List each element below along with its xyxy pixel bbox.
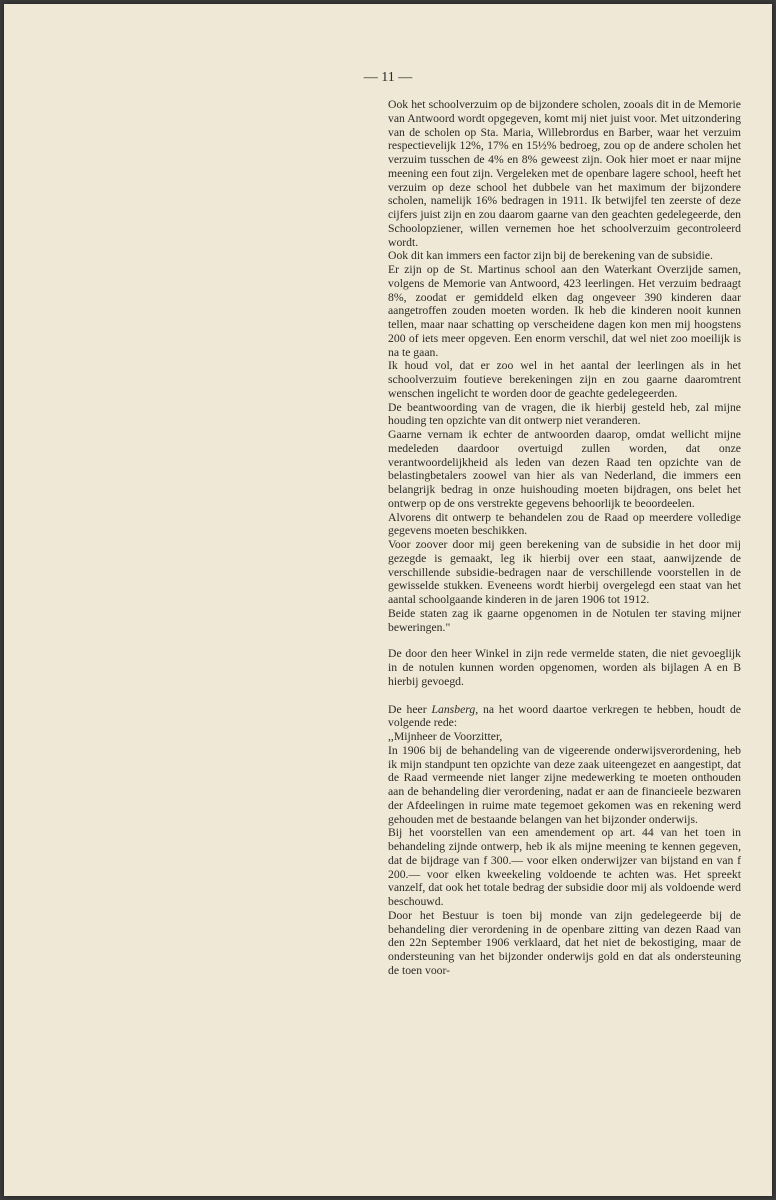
document-page bbox=[4, 4, 772, 1196]
paragraph: Gaarne vernam ik echter de antwoorden daarop, omdat wellicht mijne medeleden daardoor overtuigd zullen worden, dat onze verantwoordelijkheid als leden van dezen Raad ten opzichte van de belastingbetalers zoowel van hier als van Nederland, die immers een belangrijk bedrag in onze huishouding moeten bijdragen, ons belet het ontwerp op de ons verstrekte gegevens behoorlijk te beoordeelen. bbox=[388, 428, 741, 510]
paragraph: In 1906 bij de behandeling van de vigeerende onderwijsverordening, heb ik mijn standpunt ten opzichte van deze zaak uiteengezet en aangestipt, dat de Raad vermeende niet langer zijne medewerking te moeten onthouden aan de behandeling dier verordening, nadat er aan de financieele bezwaren der Afdeelingen in ruime mate tegemoet gekomen was en rekening werd gehouden met de bestaande belangen van het bijzonder onderwijs. bbox=[388, 743, 741, 826]
paragraph: Bij het voorstellen van een amendement op art. 44 van het toen in behandeling zijnde ontwerp, heb ik als mijne meening te kennen gegeven, dat de bijdrage van f 300.— voor elken onderwijzer van bijstand en van f 200.— voor elken kweekeling voldoende te achten was. Het spreekt vanzelf, dat ook het totale bedrag der subsidie door mij als voldoende werd beschouwd. bbox=[388, 826, 741, 908]
paragraph: De door den heer Winkel in zijn rede vermelde staten, die niet gevoeglijk in de notulen kunnen worden opgenomen, worden als bijlagen A en B hierbij gevoegd. bbox=[388, 647, 741, 688]
paragraph: Beide staten zag ik gaarne opgenomen in de Notulen ter staving mijner beweringen." bbox=[388, 606, 741, 634]
speaker-intro-text: , na het woord daartoe verkregen te hebben, houdt de volgende rede: bbox=[388, 702, 741, 730]
paragraph: De beantwoording van de vragen, die ik hierbij gesteld heb, zal mijne houding ten opzichte van dit ontwerp niet veranderen. bbox=[388, 400, 741, 428]
paragraph: Ook dit kan immers een factor zijn bij de berekening van de subsidie. bbox=[388, 249, 713, 263]
page-number: — 11 — bbox=[363, 70, 413, 85]
paragraph: Door het Bestuur is toen bij monde van zijn gedelegeerde bij de behandeling dier verordening in de openbare zitting van dezen Raad van den 22n September 1906 verklaard, dat het niet de bekostiging, maar de ondersteuning van het bijzonder onderwijs gold en dat als ondersteuning de toen voor- bbox=[388, 908, 741, 977]
speaker-name: Lansberg bbox=[431, 702, 476, 716]
paragraph-speaker-intro bbox=[388, 703, 741, 731]
paragraph: ,,Mijnheer de Voorzitter, bbox=[388, 730, 503, 743]
paragraph: Ook het schoolverzuim op de bijzondere scholen, zooals dit in de Memorie van Antwoord wordt opgegeven, komt mij niet juist voor. Met uitzondering van de scholen op Sta. Maria, Willebrordus en Barber, waar het verzuim respectievelijk 12%, 17% en 15½% bedroeg, zou op de andere scholen het verzuim tusschen de 4% en 8% geweest zijn. Ook hier moet er naar mijne meening een fout zijn. Vergeleken met de openbare lagere school, heeft het verzuim op deze school het dubbele van het maximum der bijzondere scholen, namelijk 16% bedragen in 1911. Ik betwijfel ten zeerste of deze cijfers juist zijn en zou daarom gaarne van den geachten gedelegeerde, den Schoolopziener, willen vernemen hoe het schoolverzuim gecontroleerd wordt. bbox=[388, 98, 741, 249]
paragraph: Voor zoover door mij geen berekening van de subsidie in het door mij gezegde is gemaakt, leg ik hierbij over een staat, aanwijzende de verschillende subsidie-bedragen naar de verschillende voorstellen in de gewisselde stukken. Eveneens wordt hierbij overgelegd een staat van het aantal schoolgaande kinderen in de jaren 1906 tot 1912. bbox=[388, 538, 741, 606]
body-text bbox=[388, 98, 741, 978]
paragraph: Er zijn op de St. Martinus school aan den Waterkant Overzijde samen, volgens de Memorie van Antwoord, 423 leerlingen. Het verzuim bedraagt 8%, zoodat er gemiddeld elken dag ongeveer 390 kinderen daar aangetroffen zouden moeten worden. Ik heb die kinderen nooit kunnen tellen, maar naar schatting op verscheidene dagen kon men mij hoogstens 200 of iets meer opgeven. Een enorm verschil, dat wel niet zoo moeilijk is na te gaan. bbox=[388, 263, 741, 359]
speaker-prefix: De heer bbox=[388, 702, 432, 716]
paragraph: Ik houd vol, dat er zoo wel in het aantal der leerlingen als in het schoolverzuim foutieve berekeningen zijn en zou gaarne daaromtrent wenschen ingelicht te worden door de geachte gedelegeerden. bbox=[388, 359, 741, 400]
paragraph: Alvorens dit ontwerp te behandelen zou de Raad op meerdere volledige gegevens moeten beschikken. bbox=[388, 510, 741, 538]
